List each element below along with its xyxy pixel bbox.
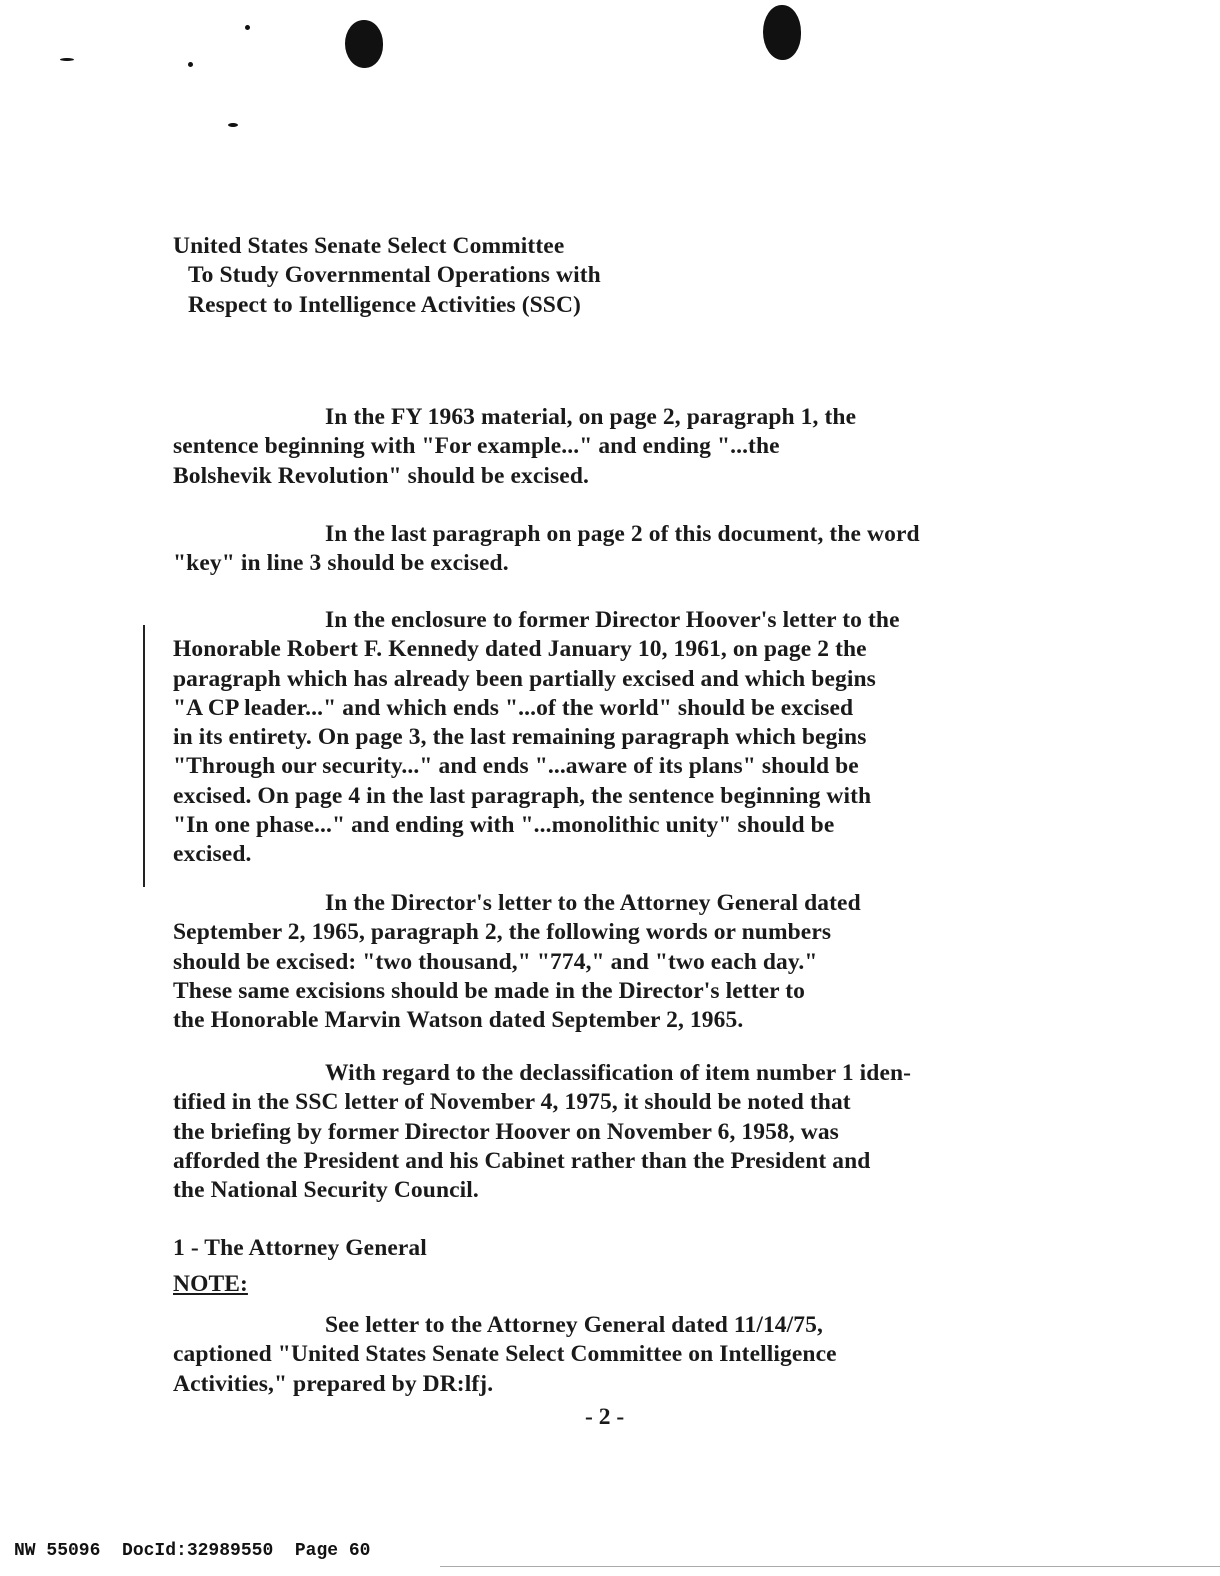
paragraph-declassification	[173, 1059, 911, 1205]
paragraph-enclosure	[173, 606, 900, 870]
text-line: With regard to the declassification of item number 1 iden-	[325, 1060, 912, 1086]
text-line: Bolshevik Revolution" should be excised.	[173, 462, 589, 489]
text-line: the briefing by former Director Hoover on November 6, 1958, was	[173, 1118, 839, 1145]
speck	[60, 58, 74, 61]
text-line: "A CP leader..." and which ends "...of the world" should be excised	[173, 694, 854, 721]
text-line: excised. On page 4 in the last paragraph, the sentence beginning with	[173, 782, 872, 809]
paragraph-fy1963	[173, 403, 856, 491]
punch-hole	[345, 20, 383, 68]
text-line: "Through our security..." and ends "...aware of its plans" should be	[173, 753, 859, 780]
text-line: should be excised: "two thousand," "774," and "two each day."	[173, 948, 818, 975]
cc-line: 1 - The Attorney General	[173, 1235, 427, 1261]
text-line: the Honorable Marvin Watson dated September 2, 1965.	[173, 1007, 744, 1034]
note-label: NOTE:	[173, 1271, 248, 1297]
text-line: In the FY 1963 material, on page 2, paragraph 1, the	[325, 404, 857, 430]
archive-footer: NW 55096 DocId:32989550 Page 60	[14, 1541, 371, 1561]
text-line: excised.	[173, 841, 252, 868]
text-line: In the Director's letter to the Attorney General dated	[325, 890, 861, 916]
text-line: tified in the SSC letter of November 4, 1975, it should be noted that	[173, 1089, 851, 1116]
text-line: Activities," prepared by DR:lfj.	[173, 1370, 494, 1397]
addressee-line: United States Senate Select Committee	[173, 233, 565, 259]
text-line: "In one phase..." and ending with "...monolithic unity" should be	[173, 812, 835, 839]
speck	[245, 25, 250, 30]
paragraph-directors-letter	[173, 889, 861, 1035]
paragraph-key	[173, 520, 920, 579]
text-line: See letter to the Attorney General dated 11/14/75,	[325, 1312, 823, 1338]
footer-rule	[440, 1566, 1220, 1567]
addressee-line: Respect to Intelligence Activities (SSC)	[188, 291, 581, 318]
text-line: the National Security Council.	[173, 1177, 479, 1204]
text-line: captioned "United States Senate Select Committee on Intelligence	[173, 1341, 837, 1368]
text-line: paragraph which has already been partially excised and which begins	[173, 665, 876, 692]
text-line: In the last paragraph on page 2 of this document, the word	[325, 521, 920, 547]
addressee-block	[173, 232, 601, 320]
note-text	[173, 1311, 837, 1399]
page-number: - 2 -	[585, 1404, 625, 1430]
speck	[188, 62, 193, 67]
text-line: These same excisions should be made in the Director's letter to	[173, 977, 806, 1004]
margin-mark	[143, 625, 145, 887]
punch-hole	[763, 5, 801, 60]
addressee-line: To Study Governmental Operations with	[188, 262, 601, 289]
text-line: sentence beginning with "For example..." and ending "...the	[173, 433, 780, 460]
text-line: Honorable Robert F. Kennedy dated January 10, 1961, on page 2 the	[173, 636, 867, 663]
text-line: in its entirety. On page 3, the last remaining paragraph which begins	[173, 724, 867, 751]
text-line: In the enclosure to former Director Hoover's letter to the	[325, 607, 900, 633]
text-line: September 2, 1965, paragraph 2, the following words or numbers	[173, 919, 832, 946]
speck	[228, 123, 238, 127]
text-line: afforded the President and his Cabinet rather than the President and	[173, 1147, 871, 1174]
text-line: "key" in line 3 should be excised.	[173, 550, 509, 577]
